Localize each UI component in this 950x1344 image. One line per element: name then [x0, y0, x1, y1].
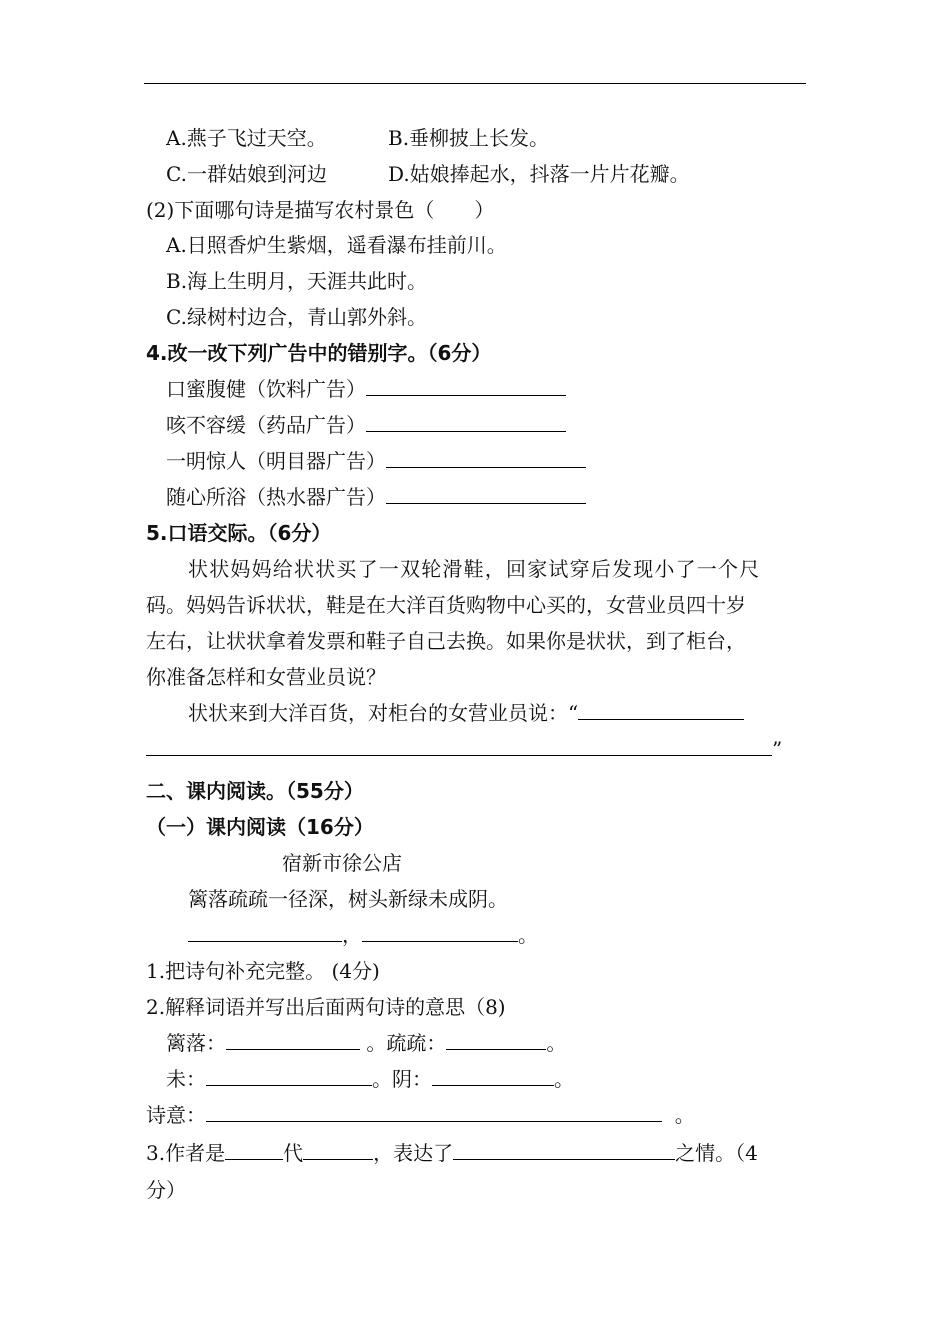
answer-blank[interactable]	[446, 1031, 546, 1050]
q3-text: 3.作者是	[146, 1141, 226, 1165]
q5-answer-line	[146, 737, 782, 761]
question-3	[146, 1141, 758, 1165]
option-b: B.垂柳披上长发。	[388, 126, 550, 150]
q4-item	[166, 449, 586, 473]
answer-blank[interactable]	[303, 1141, 373, 1160]
q4-item	[166, 413, 566, 437]
q4-title: 4.改一改下列广告中的错别字。（6分）	[146, 341, 492, 365]
period: 。	[546, 1031, 567, 1055]
section2-title: 二、课内阅读。（55分）	[146, 779, 364, 803]
q4-item-text: 一明惊人（明目器广告）	[166, 449, 386, 473]
answer-blank[interactable]	[146, 737, 772, 756]
q4-item	[166, 485, 586, 509]
q3-2-option-b: B.海上生明月，天涯共此时。	[166, 269, 428, 293]
q5-title: 5.口语交际。（6分）	[146, 521, 332, 545]
option-a: A.燕子飞过天空。	[166, 126, 327, 150]
q3-text: 代	[283, 1141, 304, 1165]
answer-blank[interactable]	[188, 923, 342, 942]
comma: ，	[342, 923, 362, 947]
answer-blank[interactable]	[366, 377, 566, 396]
question-2: 2.解释词语并写出后面两句诗的意思（8)	[146, 995, 506, 1019]
q4-item-text: 口蜜腹健（饮料广告）	[166, 377, 366, 401]
period: 。	[518, 923, 538, 947]
meaning-line	[146, 1103, 695, 1127]
word-label: 。疏疏：	[366, 1031, 447, 1055]
answer-blank[interactable]	[453, 1141, 675, 1160]
answer-blank[interactable]	[206, 1067, 372, 1086]
answer-blank[interactable]	[578, 701, 744, 720]
q3-2-option-a: A.日照香炉生紫烟，遥看瀑布挂前川。	[166, 233, 507, 257]
q4-item-text: 咳不容缓（药品广告）	[166, 413, 366, 437]
q3-2-prompt: (2)下面哪句诗是描写农村景色（ ）	[146, 198, 495, 222]
answer-blank[interactable]	[366, 413, 566, 432]
q4-item-text: 随心所浴（热水器广告）	[166, 485, 386, 509]
section2-sub1: （一）课内阅读（16分）	[146, 815, 374, 839]
option-d: D.姑娘捧起水，抖落一片片花瓣。	[388, 162, 690, 186]
answer-blank[interactable]	[386, 449, 586, 468]
period: 。	[674, 1103, 695, 1127]
q5-para-line: 你准备怎样和女营业员说？	[146, 665, 386, 689]
word-label: 篱落：	[166, 1031, 226, 1055]
poem-line: 篱落疏疏一径深，树头新绿未成阴。	[188, 887, 508, 911]
answer-blank[interactable]	[386, 485, 586, 504]
answer-blank[interactable]	[432, 1067, 554, 1086]
period: 。	[554, 1067, 574, 1091]
option-c: C.一群姑娘到河边	[166, 162, 327, 186]
header-rule	[144, 83, 806, 84]
poem-fill-line	[188, 923, 538, 947]
q4-item	[166, 377, 566, 401]
meaning-label: 诗意：	[146, 1103, 206, 1127]
word-label: 未：	[166, 1067, 206, 1091]
answer-blank[interactable]	[362, 923, 518, 942]
q5-answer-lead	[188, 701, 744, 725]
word-explain-line	[166, 1067, 574, 1091]
answer-blank[interactable]	[206, 1103, 662, 1122]
q5-para-line: 左右，让状状拿着发票和鞋子自己去换。如果你是状状，到了柜台，	[146, 629, 746, 653]
q5-answer-lead-text: 状状来到大洋百货，对柜台的女营业员说：“	[188, 701, 579, 725]
q3-text: 之情。（4	[675, 1141, 758, 1165]
poem-title: 宿新市徐公店	[282, 851, 402, 875]
q5-para-line: 码。妈妈告诉状状，鞋是在大洋百货购物中心买的，女营业员四十岁	[146, 593, 746, 617]
q3-text: ，表达了	[373, 1141, 454, 1165]
word-explain-line	[166, 1031, 566, 1055]
answer-blank[interactable]	[226, 1031, 360, 1050]
word-label: 。阴：	[372, 1067, 432, 1091]
q3-2-option-c: C.绿树村边合，青山郭外斜。	[166, 305, 427, 329]
question-3-cont: 分）	[146, 1178, 186, 1202]
q5-close-quote: ”	[772, 737, 783, 761]
answer-blank[interactable]	[225, 1141, 283, 1160]
question-1: 1.把诗句补充完整。 (4分)	[146, 959, 380, 983]
q5-para-line: 状状妈妈给状状买了一双轮滑鞋，回家试穿后发现小了一个尺	[188, 557, 761, 581]
